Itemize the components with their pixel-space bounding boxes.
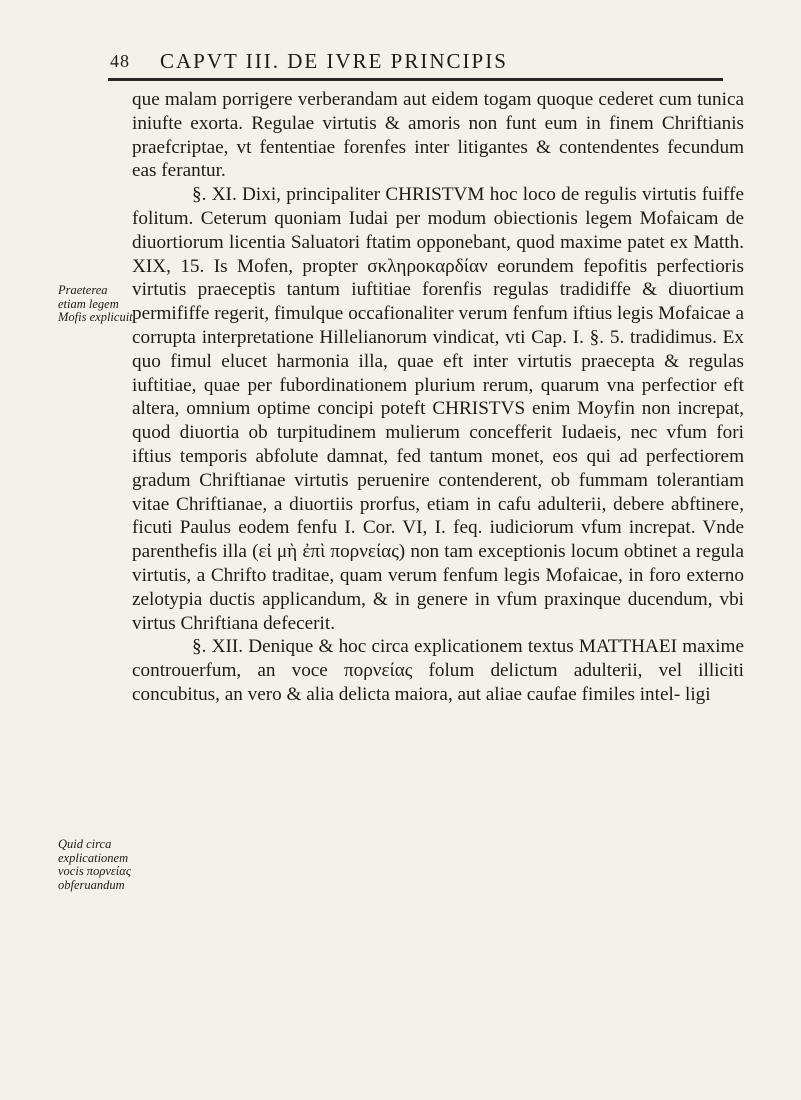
paragraph-continuation: que malam porrigere verberandam aut eidem togam quoque cederet cum tunica iniufte exorta. Regulae virtutis & amoris non funt eum in finem Chriftianis praefcriptae, vt fententiae forenfes inter litigantes & contendentes fecundum eas ferantur. [132, 89, 744, 182]
page-header [110, 45, 730, 75]
page-number: 48 [110, 51, 130, 71]
running-title: CAPVT III. DE IVRE PRINCIPIS [160, 49, 508, 73]
header-rule [108, 78, 723, 81]
paragraph-section-xii: §. XII. Denique & hoc circa explicationem textus MATTHAEI maxime controuerfum, an voce πορνείας folum delictum adulterii, vel illiciti concubitus, an vero & alia delicta maiora, aut aliae caufae fimiles intel- ligi [132, 636, 744, 705]
body-text [132, 88, 744, 707]
margin-note-praeterea: Praeterea etiam legem Mofis explicuit. [58, 283, 136, 324]
paragraph-section-xi: §. XI. Dixi, principaliter CHRISTVM hoc loco de regulis virtutis fuiffe folitum. Ceterum quoniam Iudai per modum obiectionis legem Mofaicam de diuortiorum licentia Saluatori ftatim opponebant, quod maxime patet ex Matth. XIX, 15. Is Mofen, propter σκληροκαρδίαν eorundem fepofitis perfectioris virtutis praeceptis tantum iuftitiae forenfis regulas tradidiffe & diuortium permififfe regerit, fimulque occafionaliter verum fenfum iftius legis Mofaicae a corrupta interpretatione Hillelianorum vindicat, vti Cap. I. §. 5. tradidimus. Ex quo fimul elucet harmonia illa, quae eft inter virtutis praecepta & regulas iuftitiae, quae per fubordinationem plurium rerum, quarum vna perfectior eft altera, omnium optime concipi poteft CHRISTVS enim Moyfin non increpat, quod diuortia ob turpitudinem mulierum concefferit Iudaeis, nec vfum fori iftius temporis abfolute damnat, fed tantum monet, eos qui ad perfectiorem gradum Chriftianae virtutis peruenire contenderent, ob fummam tolerantiam vitae Chriftianae, a diuortiis prorfus, etiam in cafu adulterii, debere abftinere, ficuti Paulus eodem fenfu I. Cor. VI, I. feq. iudiciorum vfum increpat. Vnde parenthefis illa (εἰ μὴ ἐπὶ πορνείας) non tam exceptionis locum obtinet a regula virtutis, a Chrifto traditae, quam verum fenfum legis Mofaicae, in foro externo zelotypia ductis applicandum, & in genere in vfum praxinque ducendum, vbi virtus Chriftiana defecerit. [132, 184, 744, 634]
margin-note-quid-circa: Quid circa explicationem vocis πορνείας obferuandum [58, 837, 131, 892]
